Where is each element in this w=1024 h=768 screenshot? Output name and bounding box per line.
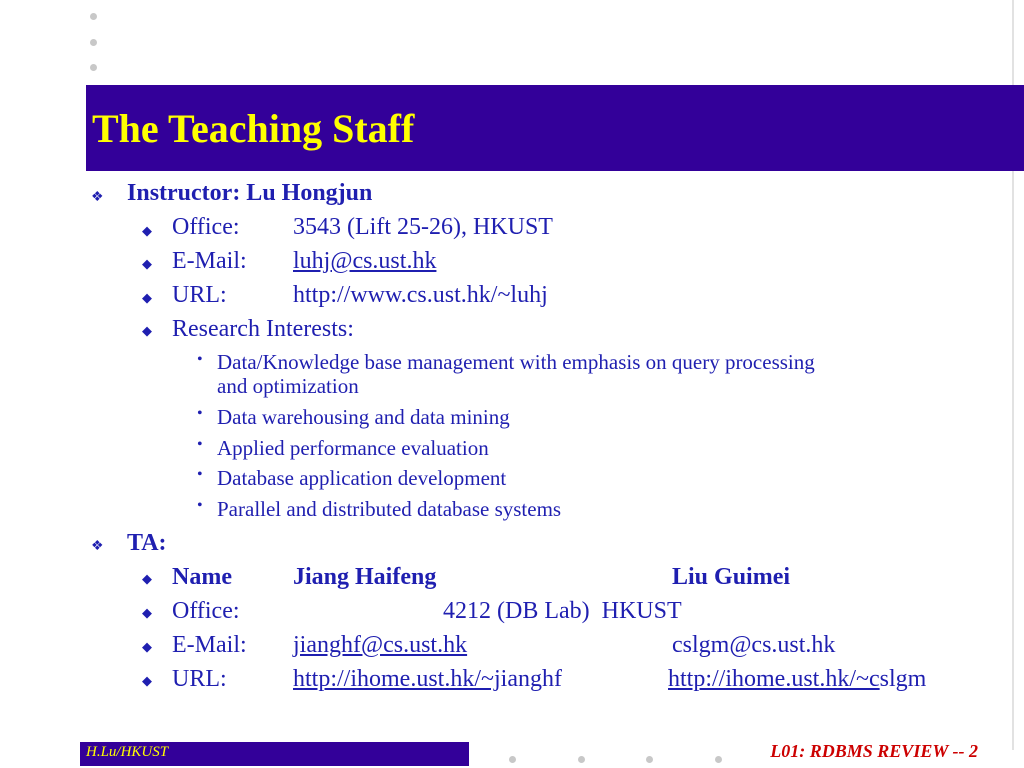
instructor-heading: Instructor: Lu Hongjun	[127, 180, 373, 206]
ta-office-value: 4212 (DB Lab) HKUST	[443, 598, 682, 624]
ta-email-2: cslgm@cs.ust.hk	[672, 632, 836, 658]
interest-item: Parallel and distributed database systems	[217, 497, 562, 521]
ta-email-1-link[interactable]: jianghf@cs.ust.hk	[293, 632, 468, 658]
decor-dot	[578, 756, 585, 763]
instructor-url-value: http://www.cs.ust.hk/~luhj	[293, 282, 548, 308]
diamond-bullet-icon: ◆	[142, 323, 152, 338]
decor-dot	[90, 13, 97, 20]
ta-office-label: Office:	[172, 598, 240, 624]
decor-dot	[90, 39, 97, 46]
ta-url-1-rest: ianghf	[500, 666, 562, 692]
instructor-email-link[interactable]: luhj@cs.ust.hk	[293, 248, 437, 274]
decor-dot	[90, 64, 97, 71]
slide-title: The Teaching Staff	[92, 106, 415, 151]
interest-item: Data/Knowledge base management with emphasis on query processing	[217, 350, 815, 374]
title-bar	[86, 85, 1024, 171]
instructor-office-value: 3543 (Lift 25-26), HKUST	[293, 214, 553, 240]
diamond-bullet-icon: ◆	[142, 605, 152, 620]
ta-heading: TA:	[127, 530, 167, 556]
dot-bullet-icon: •	[197, 436, 203, 453]
dot-bullet-icon: •	[197, 351, 203, 368]
ta-url-2	[668, 664, 926, 694]
decor-dot	[509, 756, 516, 763]
diamond-bullet-icon: ◆	[142, 223, 152, 238]
dot-bullet-icon: •	[197, 405, 203, 422]
decor-dot	[646, 756, 653, 763]
ta-url-1	[293, 664, 562, 694]
footer-slide-label: L01: RDBMS REVIEW -- 2	[770, 741, 978, 761]
dot-bullet-icon: •	[197, 466, 203, 483]
ta-name-label: Name	[172, 564, 232, 590]
ta-url-1-link[interactable]: http://ihome.ust.hk/~j	[293, 666, 501, 692]
diamond-bullet-icon: ❖	[91, 539, 104, 554]
instructor-office-label: Office:	[172, 214, 240, 240]
diamond-bullet-icon: ◆	[142, 571, 152, 586]
research-interests-label: Research Interests:	[172, 316, 354, 342]
footer-author: H.Lu/HKUST	[86, 744, 169, 760]
diamond-bullet-icon: ◆	[142, 290, 152, 305]
diamond-bullet-icon: ◆	[142, 256, 152, 271]
interest-item-continued: and optimization	[217, 374, 359, 398]
interest-item: Database application development	[217, 466, 507, 490]
dot-bullet-icon: •	[197, 497, 203, 514]
diamond-bullet-icon: ◆	[142, 673, 152, 688]
instructor-email-label: E-Mail:	[172, 248, 247, 274]
ta-email-label: E-Mail:	[172, 632, 247, 658]
diamond-bullet-icon: ❖	[91, 190, 104, 205]
footer-left-bar	[80, 742, 469, 766]
diamond-bullet-icon: ◆	[142, 639, 152, 654]
ta-url-2-rest: slgm	[879, 666, 927, 692]
interest-item: Data warehousing and data mining	[217, 405, 510, 429]
decor-dot	[715, 756, 722, 763]
instructor-url-label: URL:	[172, 282, 227, 308]
interest-item: Applied performance evaluation	[217, 436, 489, 460]
ta-name-2: Liu Guimei	[672, 564, 791, 590]
ta-url-label: URL:	[172, 666, 227, 692]
ta-url-2-link[interactable]: http://ihome.ust.hk/~c	[668, 666, 880, 692]
ta-name-1: Jiang Haifeng	[293, 564, 437, 590]
